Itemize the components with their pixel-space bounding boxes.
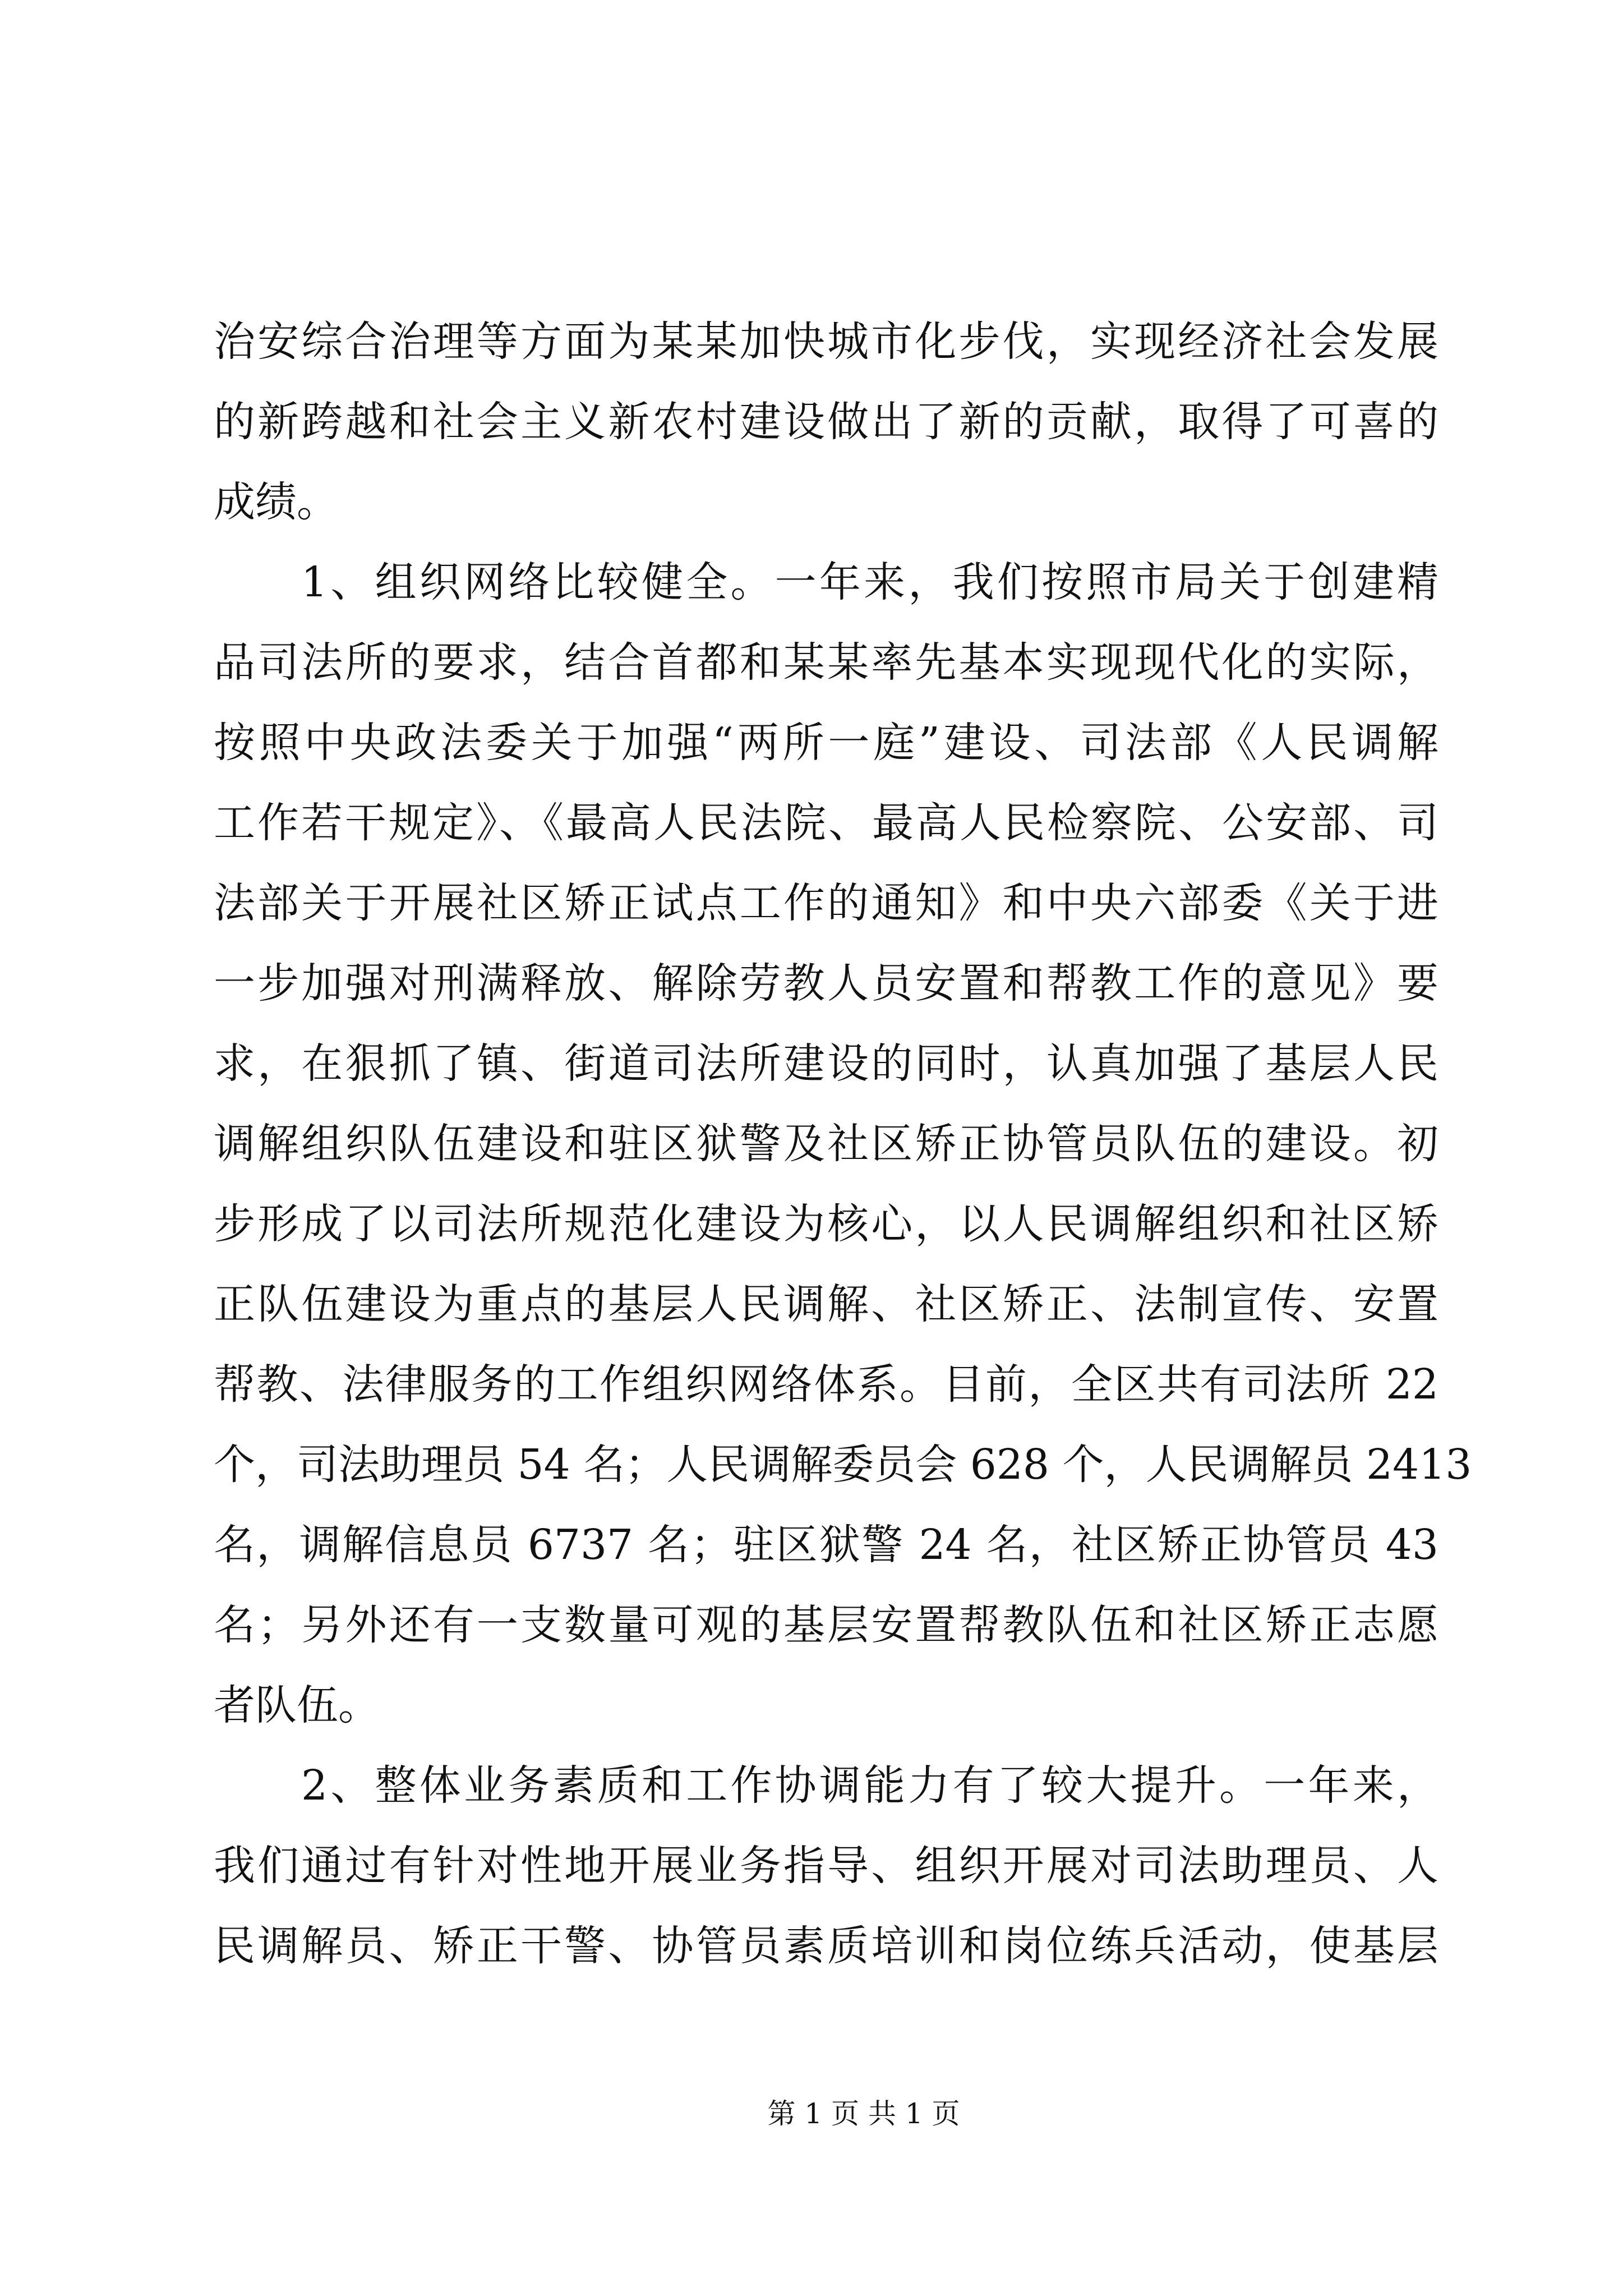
paragraph xyxy=(214,542,1472,1746)
text-line: 民调解员、矫正干警、协管员素质培训和岗位练兵活动，使基层 xyxy=(214,1922,1438,1970)
text-line: 的新跨越和社会主义新农村建设做出了新的贡献，取得了可喜的 xyxy=(214,398,1438,446)
text-line: 名，调解信息员 6737 名；驻区狱警 24 名，社区矫正协管员 43 xyxy=(214,1521,1438,1569)
text-line: 步形成了以司法所规范化建设为核心，以人民调解组织和社区矫 xyxy=(214,1200,1438,1248)
text-line: 正队伍建设为重点的基层人民调解、社区矫正、法制宣传、安置 xyxy=(214,1280,1438,1328)
text-line: 2、整体业务素质和工作协调能力有了较大提升。一年来， xyxy=(301,1761,1438,1810)
text-line: 我们通过有针对性地开展业务指导、组织开展对司法助理员、人 xyxy=(214,1842,1438,1890)
text-line: 品司法所的要求，结合首都和某某率先基本实现现代化的实际， xyxy=(214,638,1438,687)
text-line: 帮教、法律服务的工作组织网络体系。目前，全区共有司法所 22 xyxy=(214,1360,1438,1409)
text-line: 一步加强对刑满释放、解除劳教人员安置和帮教工作的意见》要 xyxy=(214,959,1438,1007)
text-line: 调解组织队伍建设和驻区狱警及社区矫正协管员队伍的建设。初 xyxy=(214,1120,1438,1168)
text-line: 1、组织网络比较健全。一年来，我们按照市局关于创建精 xyxy=(301,558,1438,606)
text-line: 成绩。 xyxy=(214,478,338,526)
page-footer: 第 1 页 共 1 页 xyxy=(767,2097,960,2130)
text-line: 者队伍。 xyxy=(214,1681,380,1729)
body-text xyxy=(214,302,1472,1986)
text-line: 法部关于开展社区矫正试点工作的通知》和中央六部委《关于进 xyxy=(214,879,1438,927)
text-line: 个，司法助理员 54 名；人民调解委员会 628 个，人民调解员 2413 xyxy=(214,1441,1472,1489)
paragraph xyxy=(214,302,1438,542)
text-line: 按照中央政法委关于加强“两所一庭”建设、司法部《人民调解 xyxy=(214,719,1438,767)
text-line: 名；另外还有一支数量可观的基层安置帮教队伍和社区矫正志愿 xyxy=(214,1601,1438,1649)
text-line: 工作若干规定》、《最高人民法院、最高人民检察院、公安部、司 xyxy=(214,799,1438,847)
text-line: 求，在狠抓了镇、街道司法所建设的同时，认真加强了基层人民 xyxy=(214,1039,1438,1088)
text-line: 治安综合治理等方面为某某加快城市化步伐，实现经济社会发展 xyxy=(214,318,1438,366)
paragraph xyxy=(214,1746,1438,1986)
